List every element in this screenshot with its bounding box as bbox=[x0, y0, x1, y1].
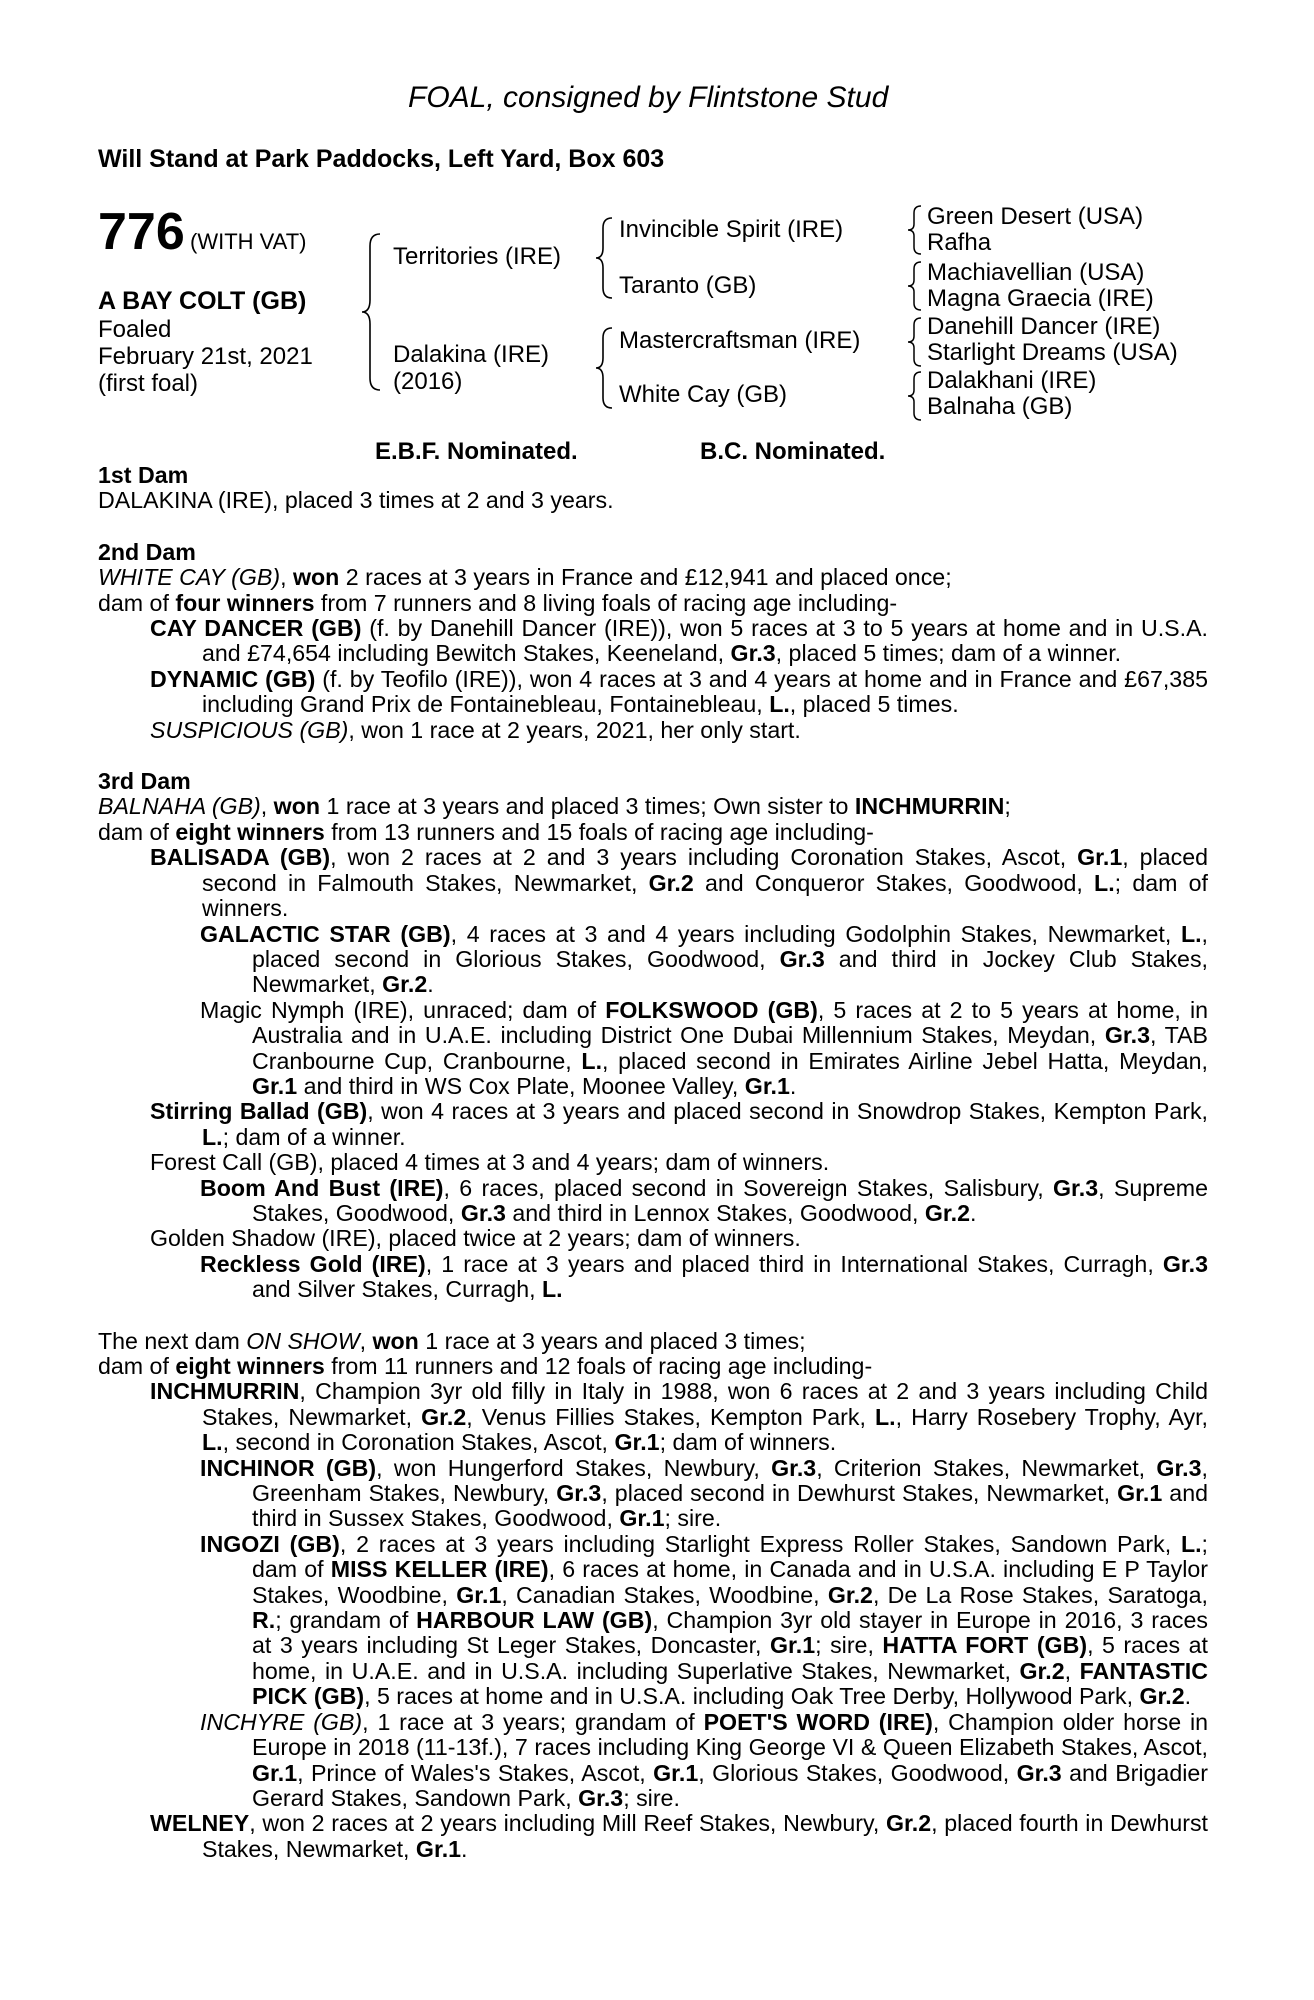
g3-horse: Machiavellian (USA) bbox=[927, 259, 1145, 286]
produce-entry: WELNEY, won 2 races at 2 years including Mill Reef Stakes, Newbury, Gr.2, placed fourth in Dewhurst Stakes, Newmarket, Gr.1. bbox=[150, 1810, 1208, 1862]
dam-name: Dalakina (IRE) bbox=[393, 341, 550, 368]
produce-entry: Stirring Ballad (GB), won 4 races at 3 years and placed second in Snowdrop Stakes, Kempton Park, L.; dam of a winner. bbox=[150, 1098, 1208, 1150]
ebf-nomination: E.B.F. Nominated. bbox=[375, 438, 578, 465]
pedigree-brace-dam bbox=[594, 326, 616, 410]
produce-entry: INCHMURRIN, Champion 3yr old filly in Italy in 1988, won 6 races at 2 and 3 years including Child Stakes, Newmarket, Gr.2, Venus Fillies Stakes, Kempton Park, L., Harry Rosebery Trophy, Ayr, L., second in Coronation Stakes, Ascot, Gr.1; dam of winners. bbox=[150, 1378, 1208, 1456]
page-title: FOAL, consigned by Flintstone Stud bbox=[408, 81, 889, 114]
produce-entry: Golden Shadow (IRE), placed twice at 2 years; dam of winners. bbox=[150, 1225, 801, 1252]
sire-dam: Taranto (GB) bbox=[619, 272, 757, 299]
lot-name: A BAY COLT (GB) bbox=[98, 287, 307, 315]
pedigree-brace-main bbox=[360, 232, 384, 392]
next-dam-record: The next dam ON SHOW, won 1 race at 3 years and placed 3 times; bbox=[98, 1327, 806, 1354]
produce-entry: INGOZI (GB), 2 races at 3 years including Starlight Express Roller Stakes, Sandown Park, L.; dam of MISS KELLER (IRE), 6 races at home, in Canada and in U.S.A. including E P Taylor Stakes, Woodbine, Gr.1, Canadian Stakes, Woodbine, Gr.2, De La Rose Stakes, Saratoga, R.; grandam of HARBOUR LAW (GB), Champion 3yr old stayer in Europe in 2016, 3 races at 3 years including St Leger Stakes, Doncaster, Gr.1; sire, HATTA FORT (GB), 5 races at home, in U.A.E. and in U.S.A. including Superlative Stakes, Newmarket, Gr.2, FANTASTIC PICK (GB), 5 races at home and in U.S.A. including Oak Tree Derby, Hollywood Park, Gr.2. bbox=[200, 1530, 1209, 1710]
first-dam-text: DALAKINA (IRE), placed 3 times at 2 and 3 years. bbox=[98, 487, 614, 514]
pedigree-brace-g3-2 bbox=[906, 260, 924, 312]
dam-sire: Mastercraftsman (IRE) bbox=[619, 327, 861, 354]
pedigree-brace-g3-3 bbox=[906, 316, 924, 368]
foal-note: (first foal) bbox=[98, 370, 199, 397]
pedigree-brace-g3-1 bbox=[906, 204, 924, 256]
second-dam-heading: 2nd Dam bbox=[98, 538, 196, 565]
stand-location: Will Stand at Park Paddocks, Left Yard, Box 603 bbox=[98, 145, 665, 173]
produce-entry: Boom And Bust (IRE), 6 races, placed second in Sovereign Stakes, Salisbury, Gr.3, Supreme Stakes, Goodwood, Gr.3 and third in Lennox Stakes, Goodwood, Gr.2. bbox=[200, 1174, 1208, 1226]
foaled-label: Foaled bbox=[98, 316, 172, 343]
first-dam-heading: 1st Dam bbox=[98, 462, 189, 488]
third-dam-produce: dam of eight winners from 13 runners and 15 foals of racing age including- bbox=[98, 818, 874, 845]
g3-horse: Rafha bbox=[927, 229, 992, 256]
foaled-date: February 21st, 2021 bbox=[98, 343, 313, 370]
sire-name: Territories (IRE) bbox=[393, 243, 562, 270]
produce-entry: INCHYRE (GB), 1 race at 3 years; grandam of POET'S WORD (IRE), Champion older horse in Europe in 2018 (11-13f.), 7 races including King George VI & Queen Elizabeth Stakes, Ascot, Gr.1, Prince of Wales's Stakes, Ascot, Gr.1, Glorious Stakes, Goodwood, Gr.3 and Brigadier Gerard Stakes, Sandown Park, Gr.3; sire. bbox=[200, 1708, 1209, 1811]
pedigree-brace-g3-4 bbox=[906, 370, 924, 422]
g3-horse: Magna Graecia (IRE) bbox=[927, 285, 1154, 312]
second-dam-record: WHITE CAY (GB), won 2 races at 3 years in France and £12,941 and placed once; bbox=[98, 564, 952, 591]
sire-sire: Invincible Spirit (IRE) bbox=[619, 216, 844, 243]
produce-entry: Magic Nymph (IRE), unraced; dam of FOLKSWOOD (GB), 5 races at 2 to 5 years at home, in Australia and in U.A.E. including District One Dubai Millennium Stakes, Meydan, Gr.3, TAB Cranbourne Cup, Cranbourne, L., placed second in Emirates Airline Jebel Hatta, Meydan, Gr.1 and third in WS Cox Plate, Moonee Valley, Gr.1. bbox=[200, 996, 1209, 1099]
produce-entry: CAY DANCER (GB) (f. by Danehill Dancer (IRE)), won 5 races at 3 to 5 years at home and in U.S.A. and £74,654 including Bewitch Stakes, Keeneland, Gr.3, placed 5 times; dam of a winner. bbox=[150, 615, 1208, 667]
g3-horse: Starlight Dreams (USA) bbox=[927, 339, 1178, 366]
produce-entry: BALISADA (GB), won 2 races at 2 and 3 years including Coronation Stakes, Ascot, Gr.1, placed second in Falmouth Stakes, Newmarket, Gr.2 and Conqueror Stakes, Goodwood, L.; dam of winners. bbox=[150, 844, 1208, 922]
bc-nomination: B.C. Nominated. bbox=[700, 438, 886, 465]
vat-note: (WITH VAT) bbox=[190, 229, 307, 254]
pedigree-brace-sire bbox=[594, 216, 616, 300]
produce-entry: DYNAMIC (GB) (f. by Teofilo (IRE)), won 4 races at 3 and 4 years at home and in France and £67,385 including Grand Prix de Fontainebleau, Fontainebleau, L., placed 5 times. bbox=[150, 665, 1208, 718]
catalogue-body bbox=[98, 463, 1208, 1862]
third-dam-heading: 3rd Dam bbox=[98, 768, 191, 795]
dam-dam: White Cay (GB) bbox=[619, 381, 788, 408]
produce-entry: INCHINOR (GB), won Hungerford Stakes, Newbury, Gr.3, Criterion Stakes, Newmarket, Gr.3, Greenham Stakes, Newbury, Gr.3, placed second in Dewhurst Stakes, Newmarket, Gr.1 and third in Sussex Stakes, Goodwood, Gr.1; sire. bbox=[200, 1454, 1208, 1532]
third-dam-record: BALNAHA (GB), won 1 race at 3 years and placed 3 times; Own sister to INCHMURRIN; bbox=[98, 793, 1011, 820]
g3-horse: Balnaha (GB) bbox=[927, 393, 1073, 420]
g3-horse: Dalakhani (IRE) bbox=[927, 367, 1097, 394]
produce-entry: Forest Call (GB), placed 4 times at 3 and 4 years; dam of winners. bbox=[150, 1149, 830, 1176]
dam-year: (2016) bbox=[393, 368, 463, 395]
next-dam-produce: dam of eight winners from 11 runners and 12 foals of racing age including- bbox=[98, 1353, 873, 1379]
second-dam-produce: dam of four winners from 7 runners and 8 living foals of racing age including- bbox=[98, 589, 898, 616]
lot-number: 776 bbox=[98, 203, 185, 261]
produce-entry: SUSPICIOUS (GB), won 1 race at 2 years, 2021, her only start. bbox=[150, 716, 801, 743]
g3-horse: Green Desert (USA) bbox=[927, 203, 1144, 230]
produce-entry: GALACTIC STAR (GB), 4 races at 3 and 4 years including Godolphin Stakes, Newmarket, L., placed second in Glorious Stakes, Goodwood, Gr.3 and third in Jockey Club Stakes, Newmarket, Gr.2. bbox=[200, 920, 1208, 998]
g3-horse: Danehill Dancer (IRE) bbox=[927, 313, 1161, 340]
produce-entry: Reckless Gold (IRE), 1 race at 3 years and placed third in International Stakes, Curragh, Gr.3 and Silver Stakes, Curragh, L. bbox=[200, 1250, 1208, 1303]
